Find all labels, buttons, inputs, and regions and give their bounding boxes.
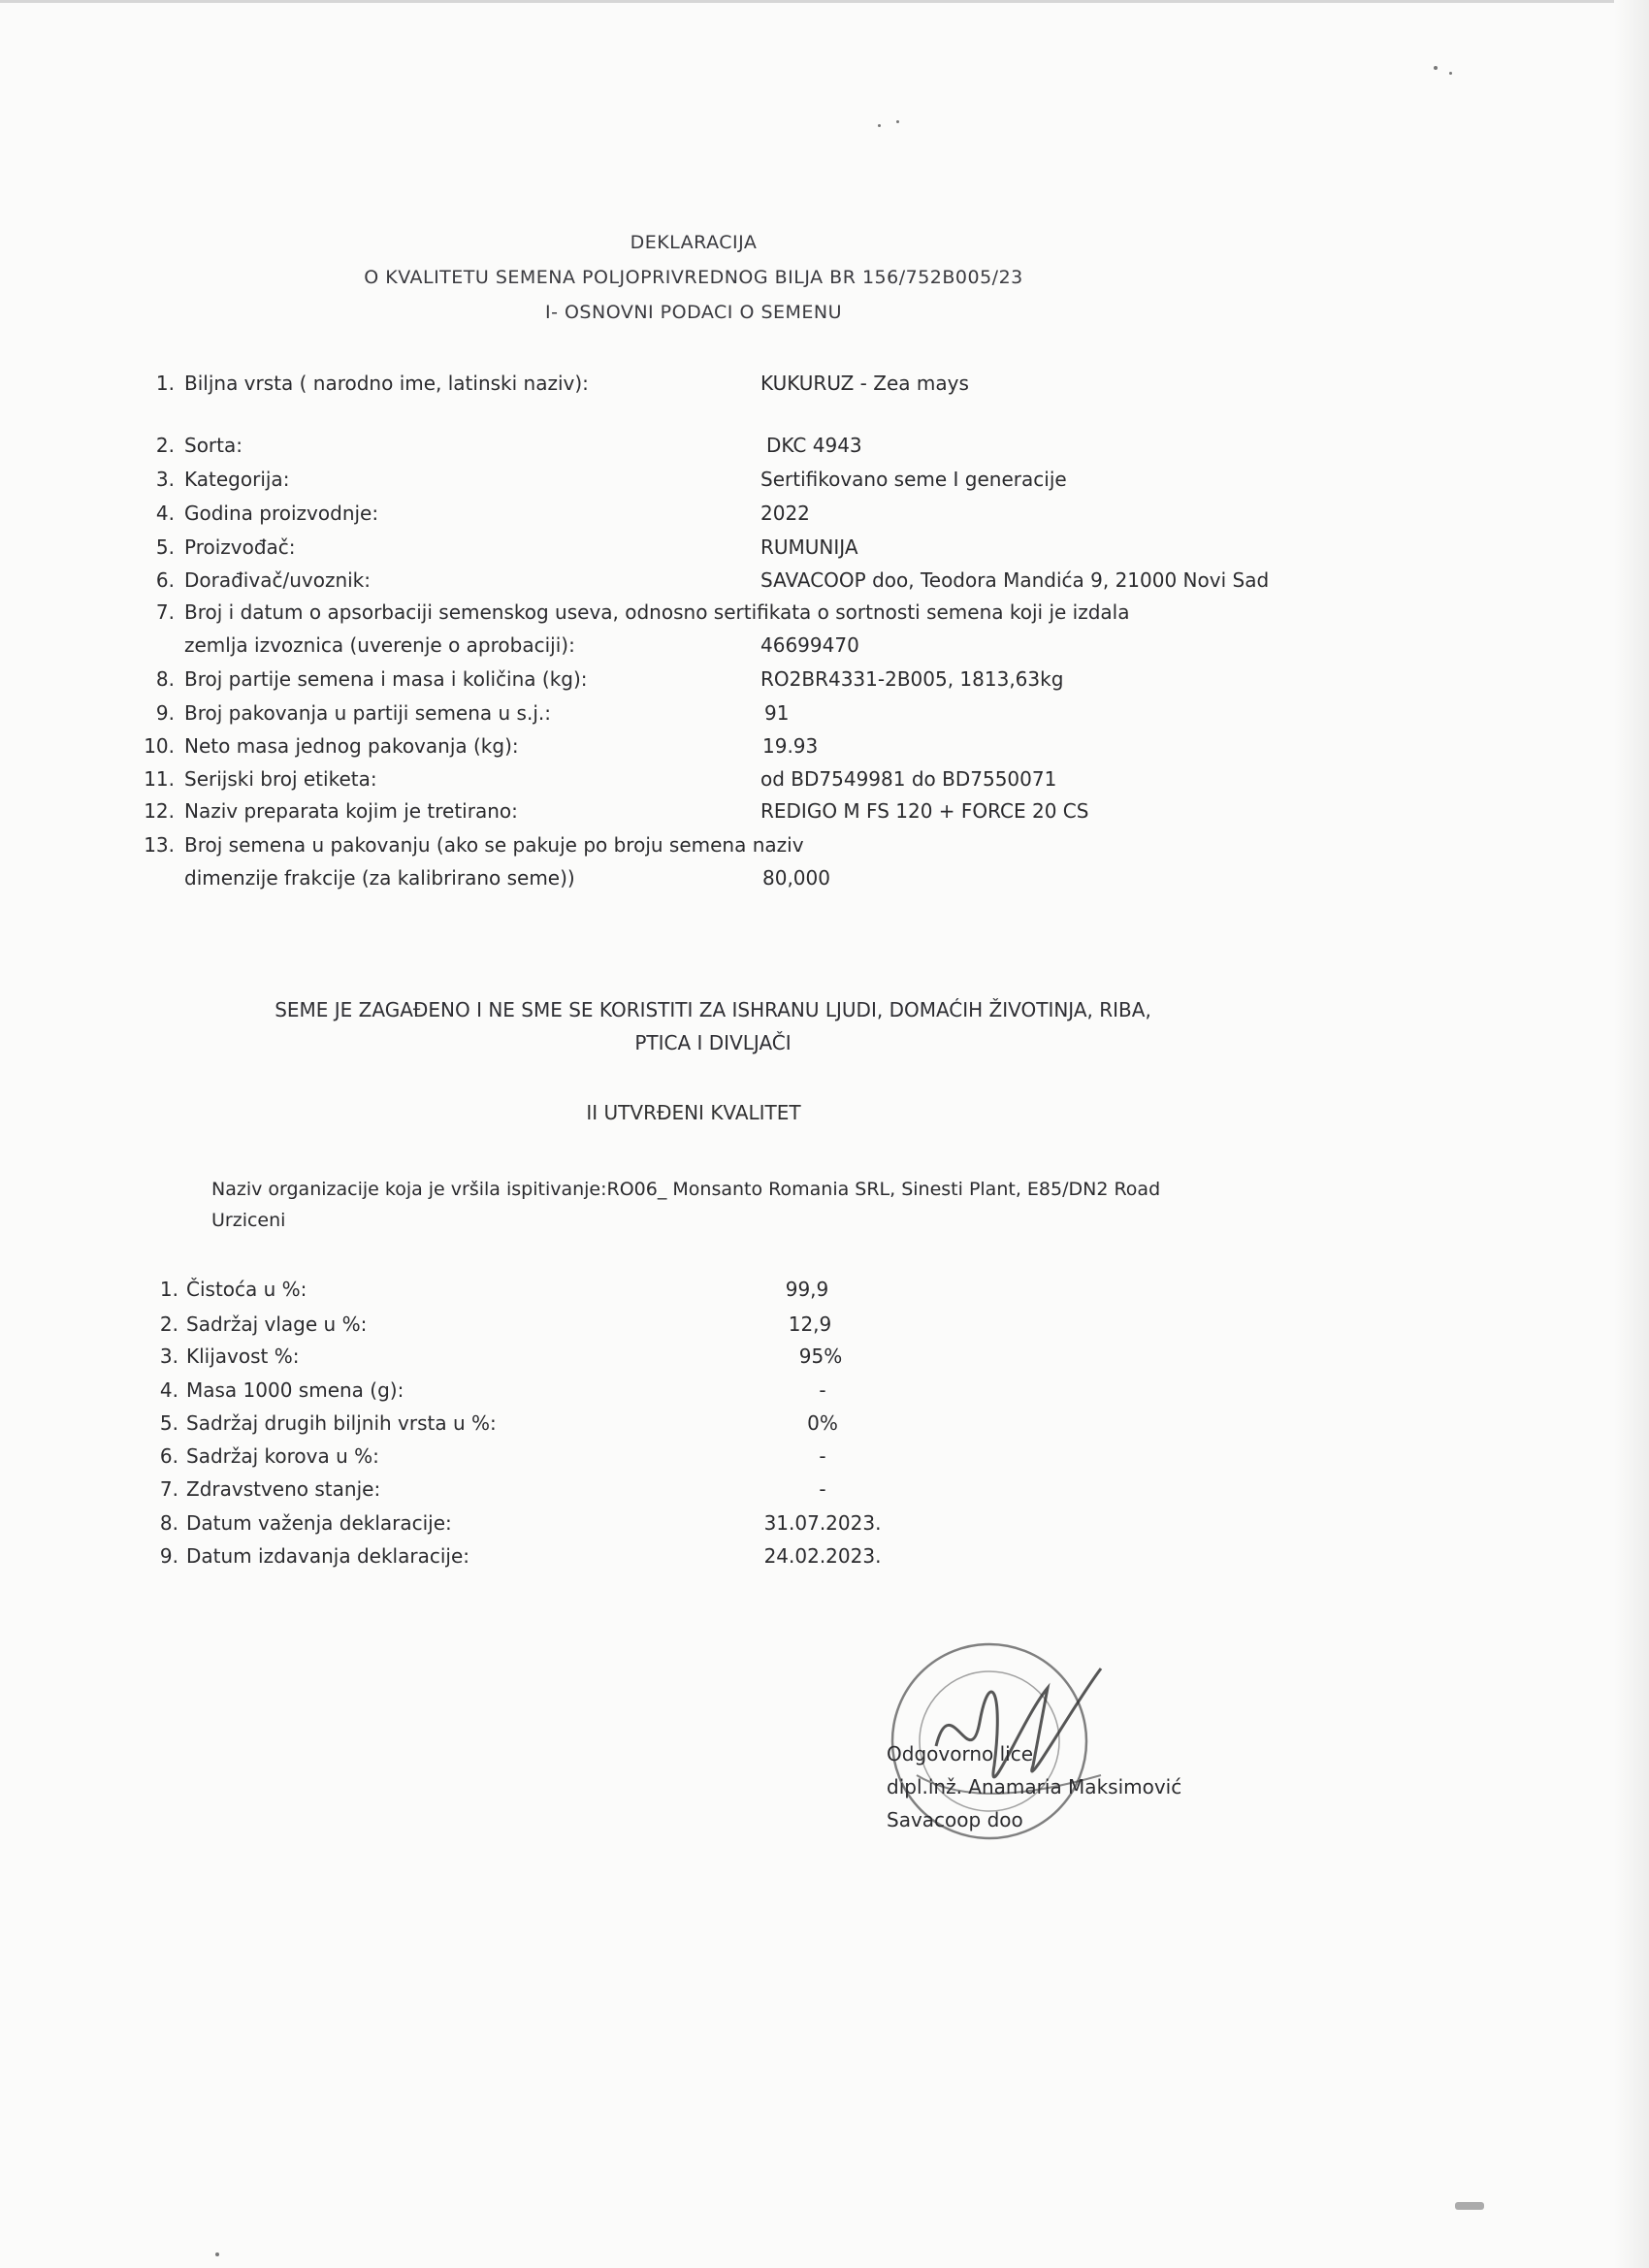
doc-subtitle: O KVALITETU SEMENA POLJOPRIVREDNOG BILJA BR 156/752B005/23 [364,267,1023,288]
row-value: 46699470 [760,633,859,657]
scan-speck [896,120,899,123]
row-label: Kategorija: [184,468,290,491]
warning-line-2: PTICA I DIVLJAČI [634,1031,792,1054]
row-number: 3. [155,468,175,491]
row-label-cont: dimenzije frakcije (za kalibrirano seme)) [184,866,575,890]
row-number: 12. [144,799,175,823]
row-number: 6. [159,1444,178,1468]
row-value: - [819,1378,826,1402]
row-value: 12,9 [788,1312,832,1336]
doc-title: DEKLARACIJA [630,232,758,253]
row-number: 1. [159,1278,178,1301]
row-number: 7. [155,600,175,624]
row-value: SAVACOOP doo, Teodora Mandića 9, 21000 Novi Sad [760,568,1270,592]
row-value: RO2BR4331-2B005, 1813,63kg [760,667,1064,691]
row-number: 8. [159,1511,178,1535]
scan-right-edge [1614,0,1649,2268]
warning-line-1: SEME JE ZAGAĐENO I NE SME SE KORISTITI ZA ISHRANU LJUDI, DOMAĆIH ŽIVOTINJA, RIBA, [275,998,1151,1021]
row-label: Biljna vrsta ( narodno ime, latinski naziv): [184,372,589,395]
row-value: DKC 4943 [766,434,862,457]
scan-speck [1434,66,1438,70]
signature-company: Savacoop doo [887,1808,1023,1831]
row-value: od BD7549981 do BD7550071 [760,767,1057,791]
row-number: 5. [159,1411,178,1435]
row-value: Sertifikovano seme I generacije [760,468,1067,491]
row-label: Sadržaj vlage u %: [186,1312,368,1336]
testing-organization-cont: Urziceni [211,1210,286,1231]
row-label: Broj semena u pakovanju (ako se pakuje po broju semena naziv [184,833,804,857]
scan-speck [878,124,881,127]
row-number: 9. [159,1544,178,1568]
signature-name: dipl.inž. Anamaria Maksimović [887,1775,1182,1798]
row-label: Serijski broj etiketa: [184,767,377,791]
row-value: 31.07.2023. [763,1511,882,1535]
row-label: Neto masa jednog pakovanja (kg): [184,734,519,758]
row-label: Naziv preparata kojim je tretirano: [184,799,518,823]
row-label: Zdravstveno stanje: [186,1477,381,1501]
row-label: Broj partije semena i masa i količina (kg): [184,667,588,691]
row-number: 2. [159,1312,178,1336]
row-value: 95% [798,1345,843,1368]
row-number: 10. [144,734,175,758]
row-label: Sadržaj korova u %: [186,1444,379,1468]
row-value: REDIGO M FS 120 + FORCE 20 CS [760,799,1089,823]
scan-speck [215,2252,219,2256]
scan-speck [1455,2202,1484,2210]
row-value: 19.93 [762,734,819,758]
section-1-title: I- OSNOVNI PODACI O SEMENU [544,302,843,323]
row-number: 5. [155,535,175,559]
row-value: KUKURUZ - Zea mays [760,372,969,395]
row-number: 4. [159,1378,178,1402]
row-label: Čistoća u %: [186,1278,307,1301]
testing-organization: Naziv organizacije koja je vršila ispitivanje:RO06_ Monsanto Romania SRL, Sinesti Plant, E85/DN2 Road [211,1179,1161,1200]
row-number: 6. [155,568,175,592]
row-value: - [819,1444,826,1468]
row-label-cont: zemlja izvoznica (uverenje o aprobaciji): [184,633,575,657]
signature-role: Odgovorno lice [887,1742,1033,1766]
row-number: 4. [155,502,175,525]
row-label: Proizvođač: [184,535,296,559]
row-number: 1. [155,372,175,395]
row-label: Broj pakovanja u partiji semena u s.j.: [184,701,551,725]
row-number: 3. [159,1345,178,1368]
row-number: 8. [155,667,175,691]
row-label: Datum izdavanja deklaracije: [186,1544,469,1568]
row-number: 9. [155,701,175,725]
row-number: 13. [144,833,175,857]
row-number: 2. [155,434,175,457]
row-label: Datum važenja deklaracije: [186,1511,452,1535]
row-number: 11. [144,767,175,791]
row-label: Broj i datum o apsorbaciji semenskog useva, odnosno sertifikata o sortnosti semena koji je izdala [184,600,1130,624]
row-label: Klijavost %: [186,1345,300,1368]
row-label: Sorta: [184,434,242,457]
scan-speck [1449,72,1452,75]
row-value: 24.02.2023. [763,1544,882,1568]
row-value: 2022 [760,502,810,525]
row-label: Masa 1000 smena (g): [186,1378,404,1402]
row-number: 7. [159,1477,178,1501]
section-2-title: II UTVRĐENI KVALITET [586,1101,801,1124]
scan-top-edge [0,0,1649,3]
row-value: RUMUNIJA [760,535,858,559]
row-value: - [819,1477,826,1501]
row-label: Godina proizvodnje: [184,502,379,525]
row-value: 0% [807,1411,838,1435]
row-label: Sadržaj drugih biljnih vrsta u %: [186,1411,497,1435]
row-value: 99,9 [785,1278,829,1301]
row-value: 80,000 [762,866,830,890]
row-value: 91 [764,701,790,725]
row-label: Dorađivač/uvoznik: [184,568,371,592]
